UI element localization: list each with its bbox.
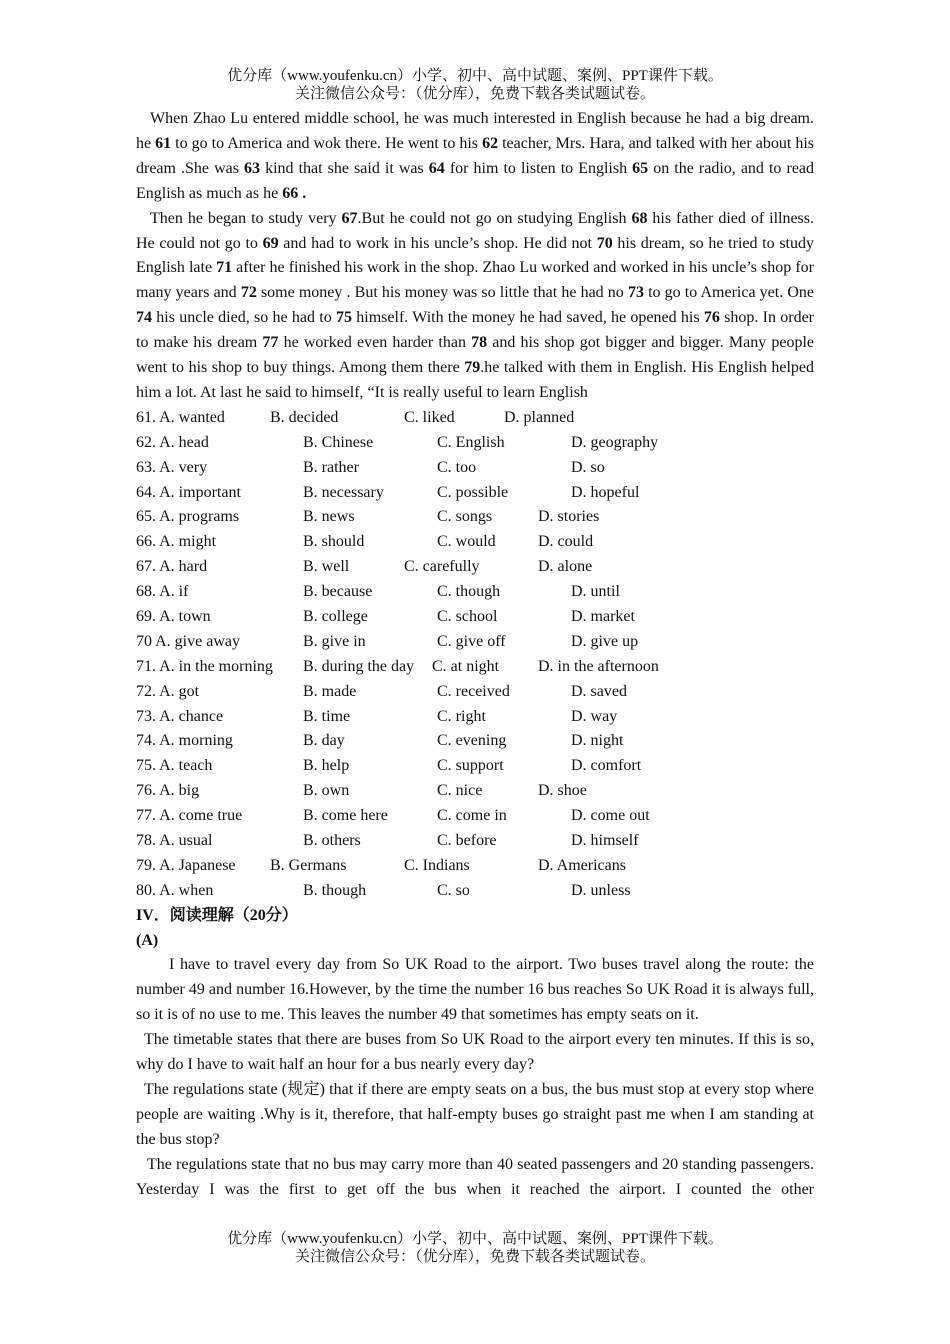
blank-number: 64 bbox=[428, 159, 445, 177]
option-row bbox=[136, 505, 814, 530]
option-choice: C. school bbox=[437, 608, 498, 625]
option-choice: D. until bbox=[571, 583, 620, 601]
passage-paragraph-3: The regulations state (规定) that if there are empty seats on a bus, the bus must stop at every stop where people are waiting .Why is it, therefore, that half-empty buses go straight past me when I am standing at the bus stop? bbox=[136, 1081, 814, 1148]
blank-number: 65 bbox=[632, 159, 649, 177]
option-choice: C. carefully bbox=[404, 558, 480, 576]
options-list bbox=[136, 406, 814, 904]
cloze-text: for him to listen to English bbox=[444, 159, 633, 177]
option-choice: B. well bbox=[303, 558, 350, 576]
option-choice: C. right bbox=[437, 707, 486, 725]
option-choice: B. come here bbox=[303, 807, 388, 825]
option-choice: 72. A. got bbox=[136, 682, 200, 700]
option-choice: D. market bbox=[571, 608, 635, 625]
page-header bbox=[0, 67, 950, 103]
option-choice: D. planned bbox=[504, 408, 575, 426]
cloze-paragraph-1 bbox=[136, 107, 814, 207]
blank-number: 74 bbox=[136, 309, 152, 327]
passage-paragraph-4: The regulations state that no bus may carry more than 40 seated passengers and 20 standing passengers. Yesterday I was the first to get off the bus when it reached the airport. I counted the other bbox=[136, 1155, 814, 1198]
option-choice: B. should bbox=[303, 533, 365, 551]
blank-number: 72 bbox=[240, 284, 257, 302]
option-choice: C. English bbox=[437, 433, 505, 451]
blank-number: 70 bbox=[596, 234, 613, 252]
option-choice: C. nice bbox=[437, 782, 483, 800]
option-choice: B. because bbox=[303, 583, 373, 601]
option-choice: 67. A. hard bbox=[136, 558, 208, 576]
option-row bbox=[136, 829, 814, 854]
option-choice: C. before bbox=[437, 832, 497, 850]
option-choice: B. Chinese bbox=[303, 433, 374, 451]
option-choice: D. way bbox=[571, 707, 618, 725]
cloze-text: kind that she said it was bbox=[260, 159, 429, 177]
option-choice: D. give up bbox=[571, 632, 639, 650]
option-row bbox=[136, 680, 814, 705]
option-choice: 61. A. wanted bbox=[136, 408, 225, 426]
option-choice: D. saved bbox=[571, 682, 627, 700]
option-choice: C. so bbox=[437, 881, 470, 899]
cloze-text: and his shop got bigger and bigger. Many people went to his shop to buy things. Among them there bbox=[136, 334, 815, 377]
option-choice: B. decided bbox=[270, 408, 339, 426]
option-row bbox=[136, 530, 814, 555]
option-choice: 70 A. give away bbox=[136, 632, 240, 650]
blank-number: 67 bbox=[341, 209, 358, 227]
option-choice: 63. A. very bbox=[136, 458, 208, 476]
passage-label: (A) bbox=[136, 931, 159, 949]
blank-number: 75 bbox=[336, 309, 352, 327]
option-choice: D. so bbox=[571, 458, 605, 476]
cloze-text: himself. With the money he had saved, he opened his bbox=[352, 309, 704, 327]
passage-paragraph-2: The timetable states that there are buses from So UK Road to the airport every ten minutes. If this is so, why do I have to wait half an hour for a bus nearly every day? bbox=[136, 1031, 814, 1074]
blank-number: 71 bbox=[216, 259, 233, 277]
option-choice: B. though bbox=[303, 881, 367, 899]
cloze-text: and had to work in his uncle’s shop. He did not bbox=[278, 234, 597, 252]
option-choice: C. give off bbox=[437, 632, 506, 650]
option-row bbox=[136, 580, 814, 605]
option-choice: 73. A. chance bbox=[136, 707, 224, 725]
option-choice: B. news bbox=[303, 508, 355, 526]
blank-number: 68 bbox=[631, 209, 648, 227]
option-row bbox=[136, 779, 814, 804]
option-choice: 71. A. in the morning bbox=[136, 657, 273, 675]
option-choice: D. stories bbox=[538, 508, 600, 526]
option-choice: C. Indians bbox=[404, 856, 470, 874]
option-choice: 80. A. when bbox=[136, 881, 214, 899]
cloze-text: When Zhao Lu entered middle school, he was much interested in English because he had a big dream. he bbox=[136, 110, 814, 152]
option-choice: B. time bbox=[303, 707, 351, 725]
option-choice: 62. A. head bbox=[136, 433, 209, 451]
option-choice: B. during the day bbox=[303, 657, 415, 675]
blank-number: 66 . bbox=[282, 184, 307, 202]
option-choice: C. would bbox=[437, 533, 496, 551]
option-choice: C. though bbox=[437, 583, 501, 601]
option-choice: 64. A. important bbox=[136, 483, 241, 501]
option-choice: B. own bbox=[303, 782, 350, 800]
option-choice: C. evening bbox=[437, 732, 507, 750]
option-row bbox=[136, 655, 814, 680]
cloze-text: his dream, so he tried to study English late bbox=[136, 234, 814, 277]
option-choice: 76. A. big bbox=[136, 782, 200, 800]
blank-number: 73 bbox=[627, 284, 644, 302]
option-choice: D. comfort bbox=[571, 757, 642, 775]
option-choice: 79. A. Japanese bbox=[136, 856, 236, 874]
cloze-text: .But he could not go on studying English bbox=[357, 209, 632, 227]
blank-number: 61 bbox=[155, 134, 172, 152]
option-choice: 77. A. come true bbox=[136, 807, 243, 825]
option-row bbox=[136, 630, 814, 655]
footer-line-2: 关注微信公众号：（优分库），免费下载各类试题试卷。 bbox=[294, 1249, 655, 1265]
option-choice: C. support bbox=[437, 757, 504, 775]
option-choice: C. too bbox=[437, 458, 477, 476]
option-row bbox=[136, 854, 814, 879]
passage-paragraph-1: I have to travel every day from So UK Road to the airport. Two buses travel along the route: the number 49 and number 16.However, by the time the number 16 bus reaches So UK Road it is always full, so it is of no use to me. This leaves the number 49 that sometimes has empty seats on it. bbox=[136, 956, 814, 1024]
cloze-text: to go to America yet. One bbox=[643, 284, 815, 302]
option-choice: D. in the afternoon bbox=[538, 657, 659, 675]
option-choice: 78. A. usual bbox=[136, 832, 213, 850]
option-row bbox=[136, 754, 814, 779]
blank-number: 63 bbox=[244, 159, 261, 177]
cloze-text: .he talked with them in English. His English helped him a lot. At last he said to himself, “It is really useful to learn English bbox=[136, 359, 815, 401]
option-choice: B. made bbox=[303, 682, 357, 700]
cloze-text: to go to America and wok there. He went to his bbox=[171, 134, 483, 152]
cloze-text: his uncle died, so he had to bbox=[152, 309, 336, 327]
option-row bbox=[136, 729, 814, 754]
option-choice: B. Germans bbox=[270, 856, 347, 874]
option-choice: C. possible bbox=[437, 483, 509, 501]
blank-number: 77 bbox=[262, 334, 279, 352]
cloze-text: some money . But his money was so little that he had no bbox=[256, 284, 628, 302]
option-choice: D. unless bbox=[571, 881, 631, 899]
option-choice: D. night bbox=[571, 732, 624, 750]
cloze-text: shop. In order to make his dream bbox=[136, 309, 814, 352]
option-choice: C. come in bbox=[437, 807, 507, 825]
option-row bbox=[136, 406, 814, 431]
option-choice: B. help bbox=[303, 757, 350, 775]
option-row bbox=[136, 481, 814, 506]
option-choice: B. day bbox=[303, 732, 345, 750]
option-choice: D. alone bbox=[538, 558, 593, 576]
option-choice: C. liked bbox=[404, 408, 455, 426]
option-choice: D. himself bbox=[571, 832, 639, 850]
cloze-text: after he finished his work in the shop. Zhao Lu worked and worked in his uncle’s shop for many years and bbox=[136, 259, 814, 302]
option-choice: D. Americans bbox=[538, 856, 626, 874]
option-choice: 74. A. morning bbox=[136, 732, 233, 750]
header-line-1: 优分库（www.youfenku.cn）小学、初中、高中试题、案例、PPT课件下载。 bbox=[227, 68, 723, 84]
blank-number: 79 bbox=[464, 359, 481, 377]
option-choice: B. college bbox=[303, 608, 368, 625]
option-choice: D. could bbox=[538, 533, 594, 551]
option-choice: C. songs bbox=[437, 508, 493, 526]
option-choice: D. come out bbox=[571, 807, 650, 825]
option-row bbox=[136, 705, 814, 730]
option-choice: B. necessary bbox=[303, 483, 384, 501]
option-choice: D. geography bbox=[571, 433, 659, 451]
cloze-text: Then he began to study very bbox=[150, 209, 342, 227]
cloze-text: he worked even harder than bbox=[278, 334, 472, 352]
option-row bbox=[136, 555, 814, 580]
footer-line-1: 优分库（www.youfenku.cn）小学、初中、高中试题、案例、PPT课件下载。 bbox=[227, 1231, 723, 1247]
option-choice: C. received bbox=[437, 682, 510, 700]
page-footer bbox=[0, 1230, 950, 1266]
section-title: IV．阅读理解（20分） bbox=[136, 906, 298, 924]
blank-number: 78 bbox=[471, 334, 488, 352]
cloze-text: teacher, Mrs. Hara, and talked with her about his dream .She was bbox=[136, 134, 815, 177]
option-row bbox=[136, 879, 814, 904]
option-row bbox=[136, 456, 814, 481]
cloze-paragraph-2 bbox=[136, 207, 814, 406]
option-choice: D. shoe bbox=[538, 782, 587, 800]
cloze-text: his father died of illness. He could not go to bbox=[136, 209, 815, 252]
blank-number: 62 bbox=[482, 134, 499, 152]
exam-content bbox=[136, 107, 814, 1203]
option-choice: D. hopeful bbox=[571, 483, 640, 501]
option-choice: 66. A. might bbox=[136, 533, 217, 551]
blank-number: 76 bbox=[703, 309, 720, 327]
option-choice: C. at night bbox=[432, 657, 500, 675]
option-row bbox=[136, 605, 814, 630]
option-choice: 65. A. programs bbox=[136, 508, 240, 526]
option-row bbox=[136, 804, 814, 829]
blank-number: 69 bbox=[262, 234, 279, 252]
option-choice: 69. A. town bbox=[136, 608, 211, 625]
option-row bbox=[136, 431, 814, 456]
option-choice: B. rather bbox=[303, 458, 359, 476]
option-choice: B. others bbox=[303, 832, 361, 850]
cloze-text: on the radio, and to read English as much as he bbox=[136, 159, 815, 202]
option-choice: 75. A. teach bbox=[136, 757, 213, 775]
header-line-2: 关注微信公众号：（优分库），免费下载各类试题试卷。 bbox=[294, 86, 655, 102]
option-choice: B. give in bbox=[303, 632, 366, 650]
option-choice: 68. A. if bbox=[136, 583, 189, 601]
